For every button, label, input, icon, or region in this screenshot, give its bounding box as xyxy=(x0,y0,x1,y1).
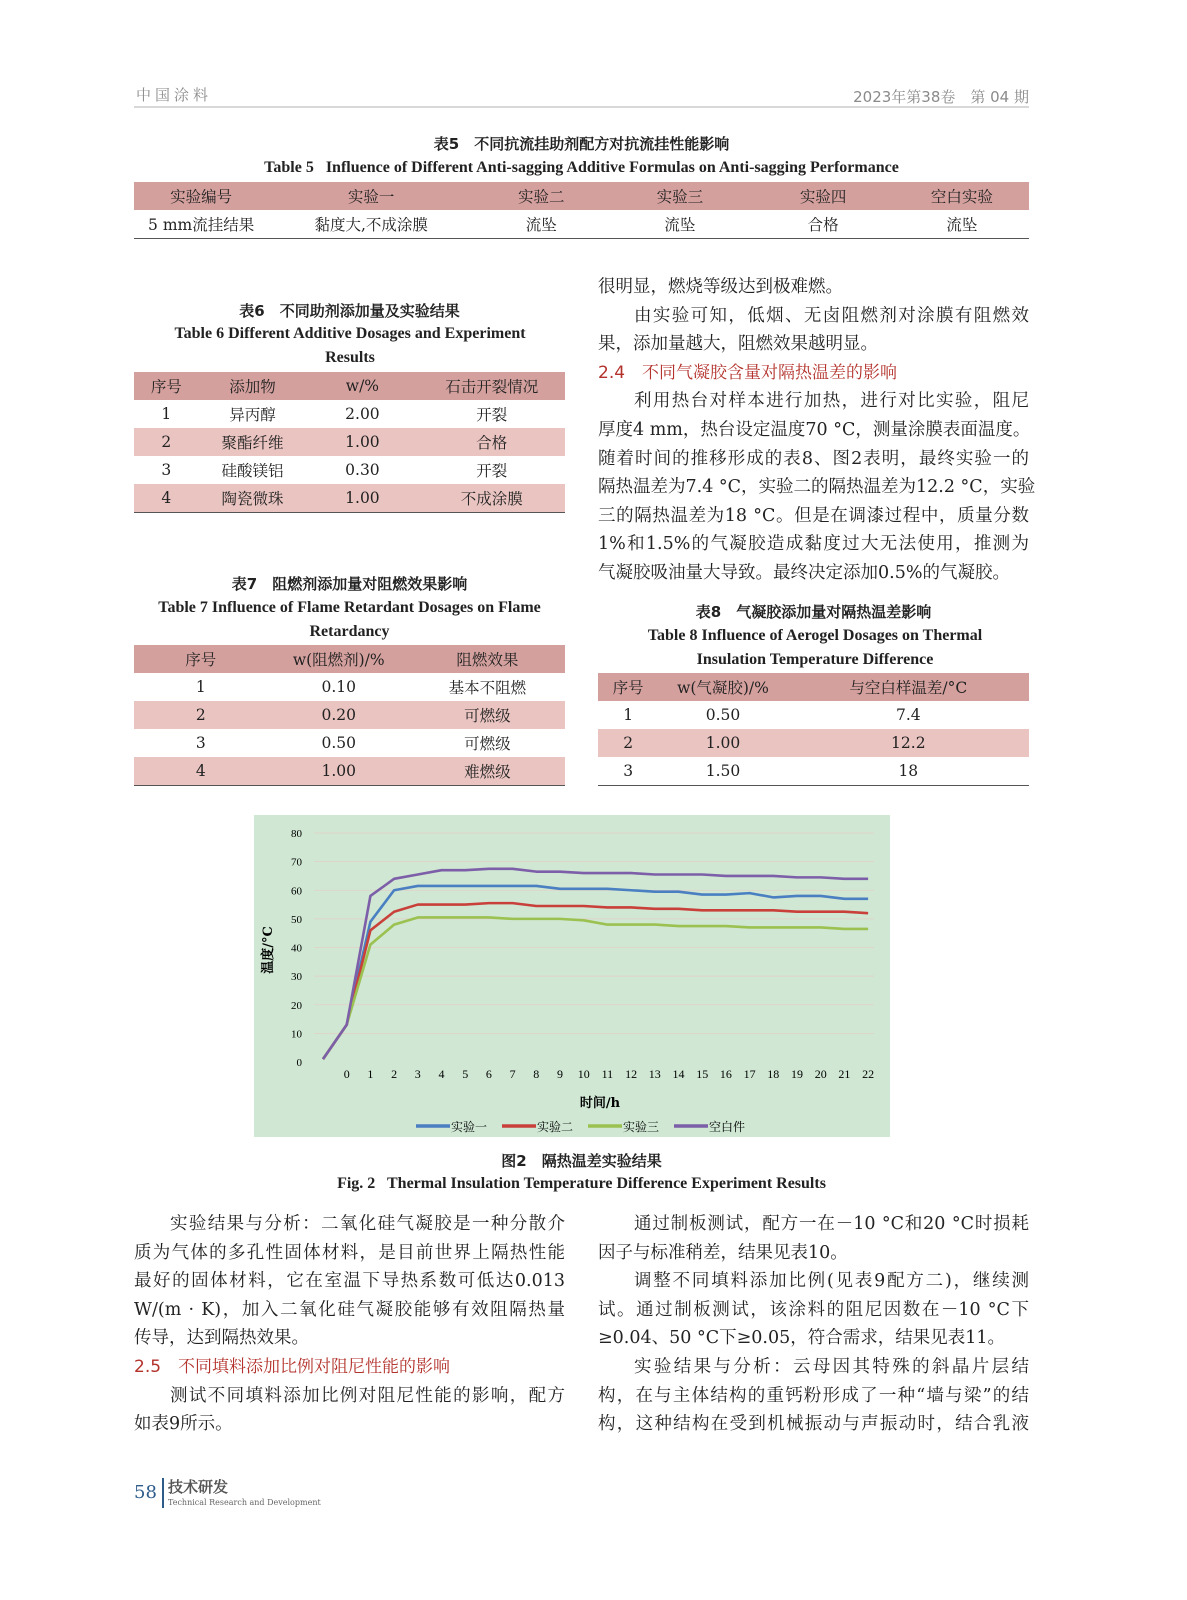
table-cell: 硅酸镁铝 xyxy=(221,462,284,480)
y-tick-label: 60 xyxy=(291,885,302,898)
column-header: 实验四 xyxy=(799,188,847,206)
text-line: 随着时间的推移形成的表8、图2表明，最终实验一的 xyxy=(598,448,1029,469)
table-cell: 1.00 xyxy=(345,489,380,507)
footer-divider xyxy=(162,1478,164,1508)
column-header: 与空白样温差/°C xyxy=(849,679,968,697)
table7 xyxy=(134,645,565,786)
text-line: 传导，达到隔热效果。 xyxy=(134,1328,309,1349)
x-tick-label: 17 xyxy=(743,1067,756,1081)
x-tick-label: 8 xyxy=(533,1067,540,1081)
table-cell: 流坠 xyxy=(525,216,557,234)
table-cell: 难燃级 xyxy=(464,763,511,781)
table5-caption-cn: 表5 不同抗流挂助剂配方对抗流挂性能影响 xyxy=(433,135,730,153)
figure-caption-cn: 图2 隔热温差实验结果 xyxy=(501,1152,662,1170)
x-tick-label: 9 xyxy=(557,1067,563,1081)
x-tick-label: 12 xyxy=(625,1067,638,1081)
table-row xyxy=(134,757,565,786)
column-header: 石击开裂情况 xyxy=(445,378,539,396)
x-tick-label: 16 xyxy=(719,1067,732,1081)
issue-info: 2023年第38卷 第 04 期 xyxy=(853,88,1029,106)
table-cell: 0.50 xyxy=(321,734,356,752)
column-header: w/% xyxy=(345,377,380,395)
text-line: 利用热台对样本进行加热，进行对比实验，阻尼 xyxy=(634,391,1029,412)
column-header: 空白实验 xyxy=(930,188,993,206)
table-row xyxy=(598,729,1029,757)
x-tick-label: 5 xyxy=(462,1067,469,1081)
table-cell: 3 xyxy=(195,734,206,752)
x-tick-label: 20 xyxy=(814,1067,827,1081)
table-cell: 不成涂膜 xyxy=(460,490,523,508)
text-line: 试。通过制板测试，该涂料的阻尼因数在－10 °C下 xyxy=(598,1299,1029,1320)
x-tick-label: 3 xyxy=(414,1067,421,1081)
table6-caption-cn: 表6 不同助剂添加量及实验结果 xyxy=(239,302,460,320)
table-cell: 合格 xyxy=(807,216,839,234)
text-line: 因子与标准稍差，结果见表10。 xyxy=(598,1242,848,1263)
table-row xyxy=(598,701,1029,729)
table-cell: 0.50 xyxy=(705,706,741,724)
column-header: w(气凝胶)/% xyxy=(677,679,769,697)
section-2-5-heading: 2.5 不同填料添加比例对阻尼性能的影响 xyxy=(134,1356,451,1377)
y-tick-label: 20 xyxy=(291,999,302,1012)
text-line: 1%和1.5%的气凝胶造成黏度过大无法使用，推测为 xyxy=(598,534,1029,555)
table-cell: 1 xyxy=(623,706,634,724)
column-header: 实验二 xyxy=(517,188,565,206)
text-line: 气凝胶吸油量大导致。最终决定添加0.5%的气凝胶。 xyxy=(598,562,1010,583)
x-tick-label: 18 xyxy=(767,1067,780,1081)
table-cell: 流坠 xyxy=(664,216,696,234)
y-tick-label: 30 xyxy=(291,971,302,984)
table7-caption-cn: 表7 阻燃剂添加量对阻燃效果影响 xyxy=(231,575,468,593)
text-line: 厚度4 mm，热台设定温度70 °C，测量涂膜表面温度。 xyxy=(598,419,1031,440)
text-line: W/(m · K)，加入二氧化硅气凝胶能够有效阻隔热量 xyxy=(134,1299,565,1320)
y-tick-label: 80 xyxy=(291,828,302,840)
table8-caption-en: Table 8 Influence of Aerogel Dosages on Thermal Insulation Temperature Difference xyxy=(647,627,983,668)
x-tick-label: 4 xyxy=(438,1067,445,1081)
column-header: 序号 xyxy=(612,679,644,697)
column-header: 添加物 xyxy=(229,378,276,396)
table-cell: 0.20 xyxy=(321,706,356,724)
table5 xyxy=(134,182,1029,239)
table-cell: 开裂 xyxy=(476,462,508,480)
legend-label: 实验一 xyxy=(451,1120,488,1134)
x-tick-label: 21 xyxy=(838,1067,851,1081)
table8-caption-cn: 表8 气凝胶添加量对隔热温差影响 xyxy=(695,603,932,621)
column-header: 序号 xyxy=(185,651,217,669)
table-cell: 0.10 xyxy=(321,678,356,696)
x-tick-label: 0 xyxy=(343,1067,350,1081)
y-tick-label: 70 xyxy=(291,856,302,869)
journal-name: 中国涂料 xyxy=(136,86,213,104)
y-axis-label: 温度/°C xyxy=(261,926,276,974)
y-tick-label: 10 xyxy=(291,1028,302,1041)
table-cell: 18 xyxy=(898,762,919,780)
column-header: 实验一 xyxy=(347,188,395,206)
y-tick-label: 0 xyxy=(296,1057,302,1069)
page-number: 58 xyxy=(134,1482,157,1503)
table6 xyxy=(134,372,565,513)
table-header-row xyxy=(134,372,565,400)
table-cell: 0.30 xyxy=(345,461,380,479)
table-header-row xyxy=(134,182,1029,210)
x-tick-label: 19 xyxy=(791,1067,803,1081)
text-line: 最好的固体材料，它在室温下导热系数可低达0.013 xyxy=(134,1271,565,1292)
table-cell: 黏度大,不成涂膜 xyxy=(314,216,428,234)
figure-caption-en: Fig. 2 Thermal Insulation Temperature Difference Experiment Results xyxy=(337,1175,826,1192)
x-tick-label: 6 xyxy=(485,1067,492,1081)
text-line: 测试不同填料添加比例对阻尼性能的影响，配方 xyxy=(170,1385,565,1406)
table-header-row xyxy=(598,673,1029,701)
x-tick-label: 13 xyxy=(648,1067,661,1081)
x-tick-label: 22 xyxy=(862,1067,875,1081)
table-cell: 可燃级 xyxy=(464,707,511,725)
table-header-row xyxy=(134,645,565,673)
text-line: 很明显，燃烧等级达到极难燃。 xyxy=(598,277,843,297)
x-tick-label: 11 xyxy=(601,1067,614,1081)
footer-section-en: Technical Research and Development xyxy=(168,1498,321,1507)
text-line: 构，这种结构在受到机械振动与声振动时，结合乳液 xyxy=(598,1414,1029,1435)
table-cell: 1 xyxy=(161,405,172,423)
footer-section-cn: 技术研发 xyxy=(168,1478,229,1496)
table-row xyxy=(134,729,565,757)
table-cell: 3 xyxy=(161,461,172,479)
table-cell: 4 xyxy=(195,762,206,780)
table-cell: 12.2 xyxy=(891,734,926,752)
table-cell: 异丙醇 xyxy=(229,406,276,424)
table-row xyxy=(134,701,565,729)
table-row xyxy=(134,456,565,484)
table-row xyxy=(134,400,565,428)
legend-label: 实验二 xyxy=(537,1120,574,1134)
x-axis-label: 时间/h xyxy=(579,1096,621,1111)
right-top-text xyxy=(598,273,1036,588)
text-line: 实验结果与分析：二氧化硅气凝胶是一种分散介 xyxy=(170,1214,565,1234)
table-row xyxy=(598,757,1029,786)
table-row xyxy=(134,673,565,701)
column-header: 序号 xyxy=(150,378,182,396)
table-cell: 1 xyxy=(195,678,206,696)
text-line: 隔热温差为7.4 °C，实验二的隔热温差为12.2 °C，实验 xyxy=(598,477,1036,498)
table-cell: 开裂 xyxy=(476,406,508,424)
table-cell: 聚酯纤维 xyxy=(221,434,284,452)
legend-label: 实验三 xyxy=(623,1120,660,1134)
text-line: 质为气体的多孔性固体材料，是目前世界上隔热性能 xyxy=(134,1242,565,1263)
table5-caption-en: Table 5 Influence of Different Anti-sagging Additive Formulas on Anti-sagging Performance xyxy=(264,159,899,176)
table-cell: 1.00 xyxy=(705,734,741,752)
text-line: 由实验可知，低烟、无卤阻燃剂对涂膜有阻燃效 xyxy=(634,305,1029,326)
figure-2-line-chart xyxy=(254,815,890,1137)
table-cell: 2.00 xyxy=(345,405,380,423)
text-line: 果，添加量越大，阻燃效果越明显。 xyxy=(598,334,878,355)
x-tick-label: 15 xyxy=(696,1067,709,1081)
table-row xyxy=(134,484,565,513)
table7-caption-en: Table 7 Influence of Flame Retardant Dosages on Flame Retardancy xyxy=(158,599,541,640)
text-line: 如表9所示。 xyxy=(134,1414,233,1435)
column-header: 实验编号 xyxy=(170,188,233,206)
table-row xyxy=(134,210,1029,239)
x-tick-label: 1 xyxy=(367,1067,374,1081)
column-header: 实验三 xyxy=(656,188,704,206)
table-cell: 1.50 xyxy=(705,762,741,780)
table-row xyxy=(134,428,565,456)
table-cell: 合格 xyxy=(476,434,508,452)
table-cell: 3 xyxy=(623,762,634,780)
y-tick-label: 40 xyxy=(291,942,302,955)
x-tick-label: 2 xyxy=(391,1067,398,1081)
column-header: 阻燃效果 xyxy=(456,651,519,669)
text-line: 构，在与主体结构的重钙粉形成了一种“墙与梁”的结 xyxy=(598,1385,1029,1406)
header-divider xyxy=(134,106,1029,108)
table-cell: 陶瓷微珠 xyxy=(221,490,284,508)
text-line: 实验结果与分析：云母因其特殊的斜晶片层结 xyxy=(634,1356,1029,1377)
table-cell: 1.00 xyxy=(345,433,380,451)
section-2-4-heading: 2.4 不同气凝胶含量对隔热温差的影响 xyxy=(598,362,898,383)
column-header: w(阻燃剂)/% xyxy=(292,651,385,669)
table-cell: 基本不阻燃 xyxy=(448,679,527,697)
x-tick-label: 14 xyxy=(672,1067,685,1081)
x-tick-label: 10 xyxy=(577,1067,590,1081)
table-cell: 7.4 xyxy=(895,706,921,724)
legend-label: 空白件 xyxy=(709,1120,746,1134)
table-cell: 5 mm流挂结果 xyxy=(148,216,255,234)
table-cell: 4 xyxy=(161,489,172,507)
table8 xyxy=(598,673,1029,786)
text-line: ≥0.04、50 °C下≥0.05，符合需求，结果见表11。 xyxy=(598,1328,1005,1349)
right-bottom-text xyxy=(598,1210,1029,1439)
table-cell: 可燃级 xyxy=(464,735,511,753)
table-cell: 2 xyxy=(161,433,172,451)
table-cell: 1.00 xyxy=(321,762,356,780)
table-cell: 2 xyxy=(195,706,206,724)
text-line: 三的隔热温差为18 °C。但是在调漆过程中，质量分数 xyxy=(598,505,1029,526)
series-line-3 xyxy=(323,917,868,1059)
text-line: 通过制板测试，配方一在－10 °C和20 °C时损耗 xyxy=(634,1214,1029,1234)
text-line: 调整不同填料添加比例(见表9配方二)，继续测 xyxy=(634,1271,1029,1292)
left-bottom-text xyxy=(134,1210,565,1439)
y-tick-label: 50 xyxy=(291,913,302,926)
table-cell: 2 xyxy=(623,734,634,752)
table-cell: 流坠 xyxy=(946,216,978,234)
x-tick-label: 7 xyxy=(509,1067,516,1081)
table6-caption-en: Table 6 Different Additive Dosages and Experiment Results xyxy=(174,325,526,366)
